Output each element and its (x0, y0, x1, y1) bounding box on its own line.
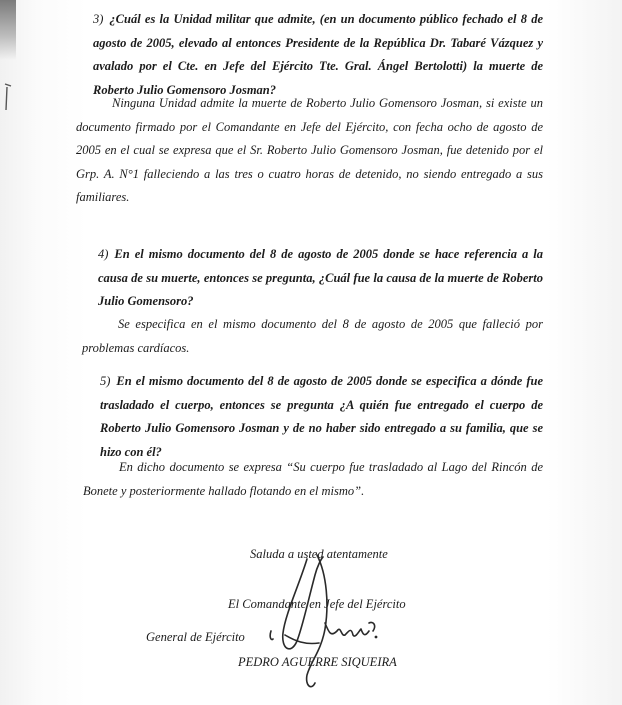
scan-edge-shadow (0, 0, 16, 60)
question-3-text: ¿Cuál es la Unidad militar que admite, (en un documento público fechado el 8 de agosto de 2005, elevado al entonces Presidente de la República Dr. Tabaré Vázquez y avalado por el Cte. en Jefe del Ejército Tte. Gral. Ángel Bertolotti) la muerte de Roberto Julio Gomensoro Josman? (93, 12, 543, 97)
question-4-number: 4) (98, 247, 109, 261)
scan-edge-mark (2, 82, 14, 112)
question-5-number: 5) (100, 374, 111, 388)
answer-3: Ninguna Unidad admite la muerte de Roberto Julio Gomensoro Josman, si existe un documento firmado por el Comandante en Jefe del Ejército, con fecha ocho de agosto de 2005 en el cual se expresa que el Sr. Roberto Julio Gomensoro Josman, fue detenido por el Grp. A. N°1 falleciendo a las tres o cuatro horas de detenido, no siendo entregado a sus familiares. (76, 96, 543, 204)
question-3 (93, 8, 543, 102)
signer-role: El Comandante en Jefe del Ejército (228, 597, 406, 611)
answer-5: En dicho documento se expresa “Su cuerpo fue trasladado al Lago del Rincón de Bonete y posteriormente hallado flotando en el mismo”. (83, 460, 543, 498)
question-4-text: En el mismo documento del 8 de agosto de 2005 donde se hace referencia a la causa de su muerte, entonces se pregunta, ¿Cuál fue la causa de la muerte de Roberto Julio Gomensoro? (98, 247, 543, 308)
answer-4: Se especifica en el mismo documento del 8 de agosto de 2005 que falleció por problemas cardíacos. (82, 317, 543, 355)
question-5 (100, 370, 543, 464)
handwritten-signature (255, 545, 395, 695)
signer-name: PEDRO AGUERRE SIQUEIRA (238, 655, 397, 669)
question-5-text: En el mismo documento del 8 de agosto de 2005 donde se especifica a dónde fue trasladado el cuerpo, entonces se pregunta ¿A quién fue entregado el cuerpo de Roberto Julio Gomensoro Josman y de no haber sido entregado a su familia, que se hizo con él? (100, 374, 543, 459)
question-4 (98, 243, 543, 314)
closing-greeting: Saluda a usted atentamente (250, 547, 388, 561)
question-3-number: 3) (93, 12, 104, 26)
signer-rank: General de Ejército (146, 630, 245, 644)
